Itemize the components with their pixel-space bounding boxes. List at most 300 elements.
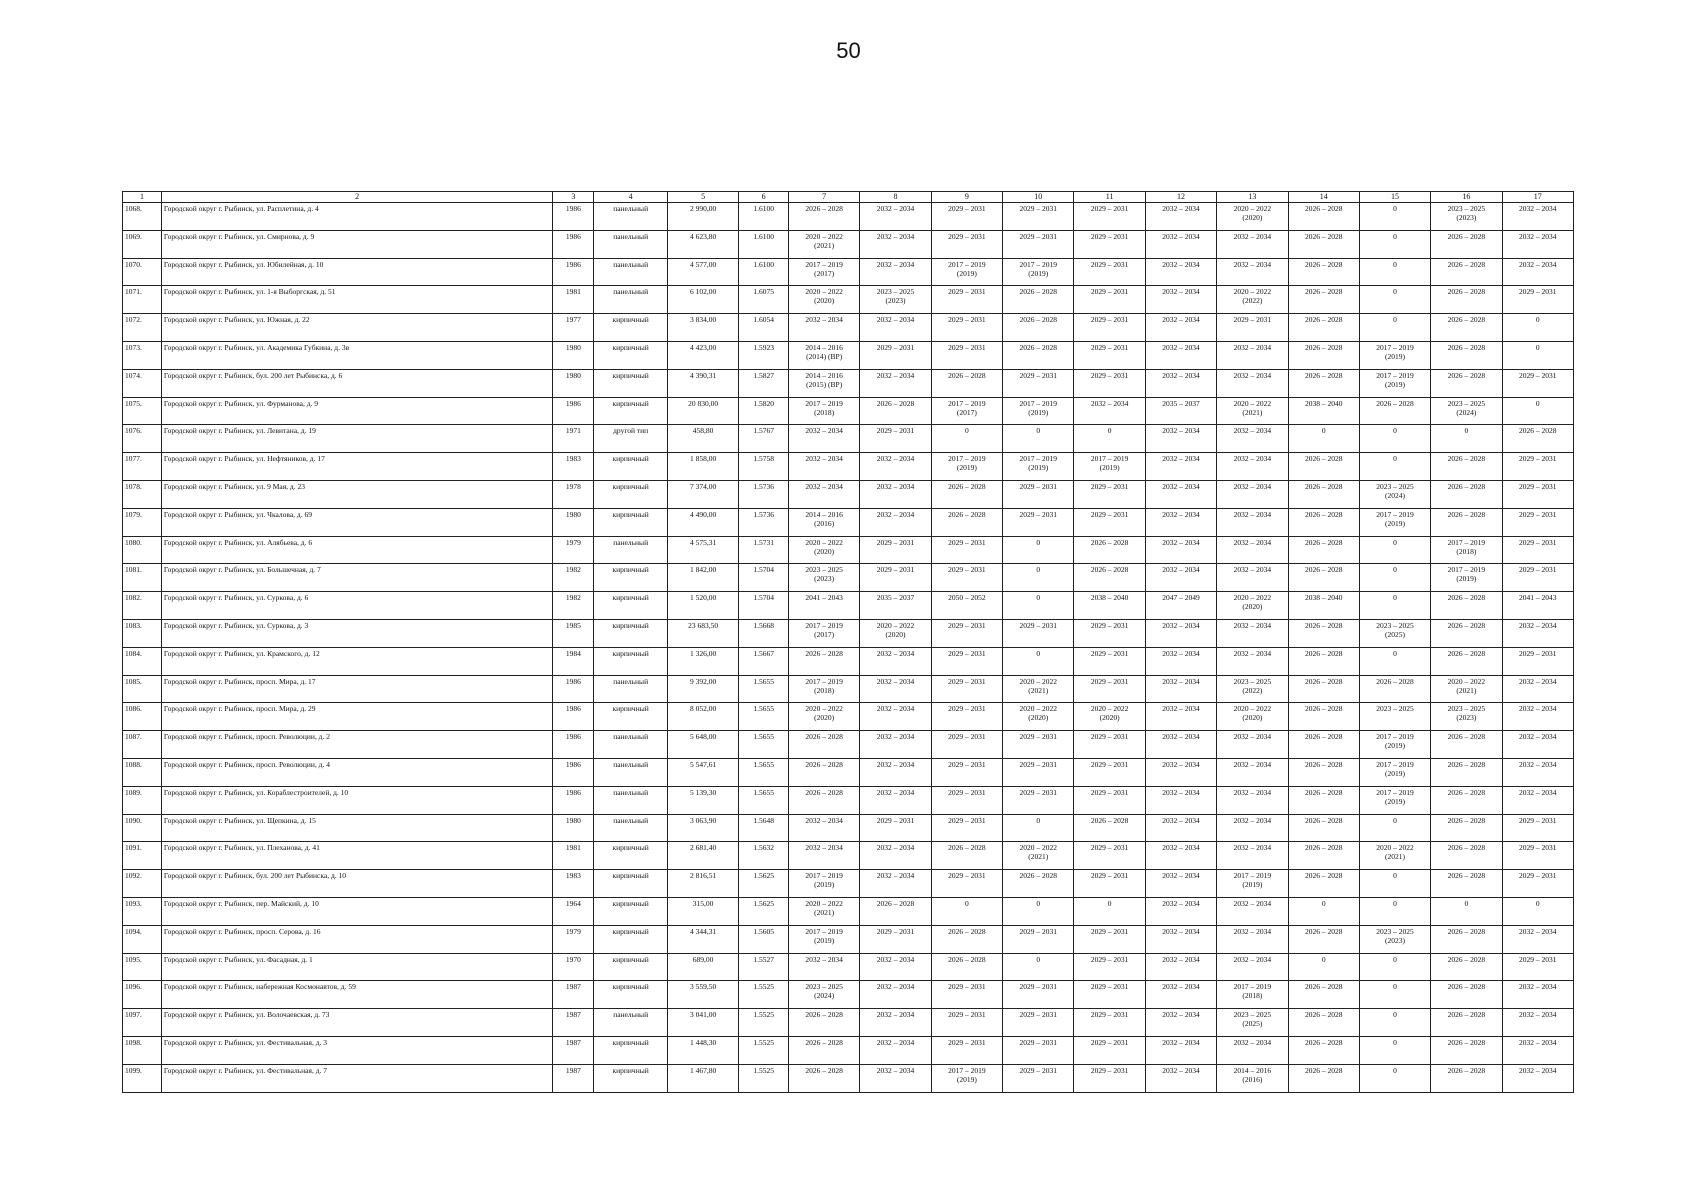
wall-material-cell: кирпичный [594, 480, 668, 508]
total-area-cell: 1 520,00 [667, 592, 738, 620]
work-period-12-cell: 2032 – 2034 [1145, 230, 1216, 258]
year-built-cell: 1979 [553, 536, 594, 564]
row-number-cell: 1089. [123, 786, 162, 814]
work-period-13-cell: 2032 – 2034 [1217, 619, 1288, 647]
table-row [123, 703, 1574, 731]
row-number-cell: 1076. [123, 425, 162, 453]
priority-index-cell: 1.5736 [739, 508, 789, 536]
work-period-13-cell: 2032 – 2034 [1217, 786, 1288, 814]
row-number-cell: 1081. [123, 564, 162, 592]
work-period-12-cell: 2032 – 2034 [1145, 286, 1216, 314]
year-built-cell: 1985 [553, 619, 594, 647]
work-period-11-cell: 2026 – 2028 [1074, 536, 1145, 564]
work-period-7-cell: 2017 – 2019 (2017) [789, 258, 860, 286]
work-period-11-cell: 2026 – 2028 [1074, 564, 1145, 592]
work-period-15-cell: 0 [1359, 564, 1430, 592]
work-period-9-cell: 2029 – 2031 [931, 675, 1002, 703]
table-row [123, 925, 1574, 953]
work-period-10-cell: 0 [1003, 564, 1074, 592]
work-period-13-cell: 2032 – 2034 [1217, 230, 1288, 258]
wall-material-cell: кирпичный [594, 842, 668, 870]
work-period-17-cell: 2032 – 2034 [1502, 981, 1573, 1009]
work-period-9-cell: 2026 – 2028 [931, 925, 1002, 953]
wall-material-cell: панельный [594, 286, 668, 314]
work-period-14-cell: 2026 – 2028 [1288, 536, 1359, 564]
column-number-15: 15 [1359, 192, 1430, 203]
work-period-11-cell: 2029 – 2031 [1074, 230, 1145, 258]
priority-index-cell: 1.5605 [739, 925, 789, 953]
work-period-10-cell: 2029 – 2031 [1003, 480, 1074, 508]
work-period-16-cell: 2026 – 2028 [1431, 480, 1502, 508]
table-row [123, 731, 1574, 759]
year-built-cell: 1964 [553, 897, 594, 925]
priority-index-cell: 1.5704 [739, 592, 789, 620]
row-number-cell: 1069. [123, 230, 162, 258]
work-period-9-cell: 0 [931, 425, 1002, 453]
work-period-10-cell: 0 [1003, 425, 1074, 453]
total-area-cell: 5 648,00 [667, 731, 738, 759]
housing-repair-table [122, 191, 1574, 1093]
work-period-14-cell: 2038 – 2040 [1288, 592, 1359, 620]
work-period-7-cell: 2041 – 2043 [789, 592, 860, 620]
work-period-13-cell: 2032 – 2034 [1217, 480, 1288, 508]
work-period-14-cell: 0 [1288, 897, 1359, 925]
work-period-11-cell: 2029 – 2031 [1074, 786, 1145, 814]
work-period-17-cell: 2029 – 2031 [1502, 480, 1573, 508]
year-built-cell: 1971 [553, 425, 594, 453]
total-area-cell: 3 559,50 [667, 981, 738, 1009]
work-period-15-cell: 2026 – 2028 [1359, 397, 1430, 425]
work-period-9-cell: 2029 – 2031 [931, 1009, 1002, 1037]
work-period-8-cell: 2026 – 2028 [860, 897, 931, 925]
work-period-11-cell: 2029 – 2031 [1074, 508, 1145, 536]
work-period-17-cell: 2029 – 2031 [1502, 536, 1573, 564]
work-period-14-cell: 2026 – 2028 [1288, 453, 1359, 481]
work-period-16-cell: 2026 – 2028 [1431, 1009, 1502, 1037]
table-row [123, 564, 1574, 592]
work-period-7-cell: 2026 – 2028 [789, 1009, 860, 1037]
work-period-17-cell: 2029 – 2031 [1502, 814, 1573, 842]
work-period-12-cell: 2032 – 2034 [1145, 731, 1216, 759]
work-period-14-cell: 2026 – 2028 [1288, 1064, 1359, 1092]
wall-material-cell: кирпичный [594, 369, 668, 397]
total-area-cell: 4 577,00 [667, 258, 738, 286]
work-period-8-cell: 2026 – 2028 [860, 397, 931, 425]
work-period-10-cell: 0 [1003, 814, 1074, 842]
work-period-13-cell: 2032 – 2034 [1217, 842, 1288, 870]
row-number-cell: 1074. [123, 369, 162, 397]
address-cell: Городской округ г. Рыбинск, ул. Крамского, д. 12 [161, 647, 552, 675]
table-row [123, 453, 1574, 481]
work-period-10-cell: 2029 – 2031 [1003, 619, 1074, 647]
row-number-cell: 1073. [123, 341, 162, 369]
wall-material-cell: кирпичный [594, 453, 668, 481]
work-period-11-cell: 2029 – 2031 [1074, 286, 1145, 314]
work-period-9-cell: 2029 – 2031 [931, 564, 1002, 592]
work-period-14-cell: 2026 – 2028 [1288, 1009, 1359, 1037]
work-period-13-cell: 2014 – 2016 (2016) [1217, 1064, 1288, 1092]
work-period-12-cell: 2032 – 2034 [1145, 453, 1216, 481]
address-cell: Городской округ г. Рыбинск, просп. Мира, д. 29 [161, 703, 552, 731]
work-period-11-cell: 2029 – 2031 [1074, 1064, 1145, 1092]
work-period-13-cell: 2032 – 2034 [1217, 758, 1288, 786]
work-period-11-cell: 2029 – 2031 [1074, 981, 1145, 1009]
work-period-12-cell: 2032 – 2034 [1145, 953, 1216, 981]
work-period-8-cell: 2032 – 2034 [860, 647, 931, 675]
work-period-17-cell: 0 [1502, 897, 1573, 925]
work-period-14-cell: 2026 – 2028 [1288, 870, 1359, 898]
address-cell: Городской округ г. Рыбинск, просп. Мира, д. 17 [161, 675, 552, 703]
work-period-8-cell: 2032 – 2034 [860, 1009, 931, 1037]
work-period-16-cell: 2017 – 2019 (2018) [1431, 536, 1502, 564]
address-cell: Городской округ г. Рыбинск, ул. 1-я Выборгская, д. 51 [161, 286, 552, 314]
address-cell: Городской округ г. Рыбинск, просп. Серова, д. 16 [161, 925, 552, 953]
work-period-11-cell: 0 [1074, 897, 1145, 925]
priority-index-cell: 1.6100 [739, 203, 789, 231]
total-area-cell: 3 041,00 [667, 1009, 738, 1037]
wall-material-cell: кирпичный [594, 341, 668, 369]
work-period-15-cell: 2020 – 2022 (2021) [1359, 842, 1430, 870]
work-period-9-cell: 2017 – 2019 (2019) [931, 453, 1002, 481]
column-number-8: 8 [860, 192, 931, 203]
work-period-9-cell: 2029 – 2031 [931, 870, 1002, 898]
work-period-8-cell: 2029 – 2031 [860, 341, 931, 369]
year-built-cell: 1986 [553, 203, 594, 231]
priority-index-cell: 1.5527 [739, 953, 789, 981]
year-built-cell: 1981 [553, 842, 594, 870]
year-built-cell: 1983 [553, 870, 594, 898]
work-period-11-cell: 2029 – 2031 [1074, 619, 1145, 647]
work-period-17-cell: 2032 – 2034 [1502, 1064, 1573, 1092]
work-period-16-cell: 2026 – 2028 [1431, 592, 1502, 620]
total-area-cell: 5 139,30 [667, 786, 738, 814]
column-number-11: 11 [1074, 192, 1145, 203]
year-built-cell: 1986 [553, 258, 594, 286]
table-row [123, 1064, 1574, 1092]
address-cell: Городской округ г. Рыбинск, ул. Фасадная, д. 1 [161, 953, 552, 981]
work-period-12-cell: 2032 – 2034 [1145, 564, 1216, 592]
work-period-14-cell: 2026 – 2028 [1288, 842, 1359, 870]
priority-index-cell: 1.5667 [739, 647, 789, 675]
work-period-8-cell: 2032 – 2034 [860, 786, 931, 814]
work-period-10-cell: 2029 – 2031 [1003, 1064, 1074, 1092]
row-number-cell: 1094. [123, 925, 162, 953]
total-area-cell: 1 448,30 [667, 1036, 738, 1064]
wall-material-cell: кирпичный [594, 897, 668, 925]
work-period-17-cell: 2029 – 2031 [1502, 842, 1573, 870]
table-row [123, 870, 1574, 898]
work-period-13-cell: 2032 – 2034 [1217, 425, 1288, 453]
work-period-9-cell: 2029 – 2031 [931, 230, 1002, 258]
priority-index-cell: 1.5625 [739, 870, 789, 898]
year-built-cell: 1986 [553, 731, 594, 759]
work-period-13-cell: 2032 – 2034 [1217, 1036, 1288, 1064]
work-period-8-cell: 2035 – 2037 [860, 592, 931, 620]
work-period-12-cell: 2032 – 2034 [1145, 897, 1216, 925]
year-built-cell: 1982 [553, 564, 594, 592]
priority-index-cell: 1.5625 [739, 897, 789, 925]
work-period-13-cell: 2017 – 2019 (2018) [1217, 981, 1288, 1009]
work-period-7-cell: 2026 – 2028 [789, 203, 860, 231]
work-period-13-cell: 2032 – 2034 [1217, 258, 1288, 286]
work-period-17-cell: 0 [1502, 397, 1573, 425]
wall-material-cell: кирпичный [594, 1064, 668, 1092]
work-period-16-cell: 2026 – 2028 [1431, 286, 1502, 314]
table-row [123, 981, 1574, 1009]
table-row [123, 397, 1574, 425]
total-area-cell: 689,00 [667, 953, 738, 981]
work-period-7-cell: 2032 – 2034 [789, 953, 860, 981]
work-period-8-cell: 2032 – 2034 [860, 258, 931, 286]
work-period-11-cell: 2038 – 2040 [1074, 592, 1145, 620]
work-period-10-cell: 2020 – 2022 (2021) [1003, 842, 1074, 870]
work-period-16-cell: 2026 – 2028 [1431, 1036, 1502, 1064]
year-built-cell: 1978 [553, 480, 594, 508]
table-row [123, 203, 1574, 231]
table-row [123, 258, 1574, 286]
work-period-14-cell: 2026 – 2028 [1288, 786, 1359, 814]
row-number-cell: 1083. [123, 619, 162, 647]
work-period-9-cell: 2029 – 2031 [931, 619, 1002, 647]
work-period-9-cell: 2029 – 2031 [931, 731, 1002, 759]
address-cell: Городской округ г. Рыбинск, ул. Нефтяников, д. 17 [161, 453, 552, 481]
work-period-8-cell: 2032 – 2034 [860, 981, 931, 1009]
priority-index-cell: 1.5923 [739, 341, 789, 369]
work-period-9-cell: 2026 – 2028 [931, 369, 1002, 397]
work-period-15-cell: 2023 – 2025 [1359, 703, 1430, 731]
table-row [123, 675, 1574, 703]
total-area-cell: 4 390,31 [667, 369, 738, 397]
work-period-7-cell: 2020 – 2022 (2021) [789, 230, 860, 258]
work-period-16-cell: 2026 – 2028 [1431, 870, 1502, 898]
work-period-8-cell: 2032 – 2034 [860, 230, 931, 258]
work-period-10-cell: 2029 – 2031 [1003, 731, 1074, 759]
priority-index-cell: 1.5767 [739, 425, 789, 453]
work-period-14-cell: 2026 – 2028 [1288, 369, 1359, 397]
work-period-16-cell: 2020 – 2022 (2021) [1431, 675, 1502, 703]
work-period-16-cell: 2026 – 2028 [1431, 842, 1502, 870]
wall-material-cell: кирпичный [594, 397, 668, 425]
address-cell: Городской округ г. Рыбинск, набережная Космонавтов, д. 59 [161, 981, 552, 1009]
work-period-8-cell: 2032 – 2034 [860, 758, 931, 786]
work-period-17-cell: 2032 – 2034 [1502, 731, 1573, 759]
column-number-12: 12 [1145, 192, 1216, 203]
work-period-10-cell: 2029 – 2031 [1003, 508, 1074, 536]
work-period-7-cell: 2032 – 2034 [789, 453, 860, 481]
total-area-cell: 4 423,00 [667, 341, 738, 369]
table-row [123, 842, 1574, 870]
work-period-14-cell: 2026 – 2028 [1288, 564, 1359, 592]
work-period-8-cell: 2032 – 2034 [860, 1036, 931, 1064]
work-period-11-cell: 2029 – 2031 [1074, 314, 1145, 342]
row-number-cell: 1098. [123, 1036, 162, 1064]
row-number-cell: 1078. [123, 480, 162, 508]
wall-material-cell: другой тип [594, 425, 668, 453]
work-period-9-cell: 2050 – 2052 [931, 592, 1002, 620]
column-number-17: 17 [1502, 192, 1573, 203]
address-cell: Городской округ г. Рыбинск, ул. Расплетина, д. 4 [161, 203, 552, 231]
work-period-14-cell: 2026 – 2028 [1288, 758, 1359, 786]
table-row [123, 786, 1574, 814]
row-number-cell: 1071. [123, 286, 162, 314]
row-number-cell: 1082. [123, 592, 162, 620]
wall-material-cell: кирпичный [594, 870, 668, 898]
year-built-cell: 1986 [553, 397, 594, 425]
row-number-cell: 1088. [123, 758, 162, 786]
column-number-10: 10 [1003, 192, 1074, 203]
address-cell: Городской округ г. Рыбинск, ул. Левитана, д. 19 [161, 425, 552, 453]
work-period-15-cell: 2023 – 2025 (2025) [1359, 619, 1430, 647]
wall-material-cell: кирпичный [594, 647, 668, 675]
work-period-16-cell: 2026 – 2028 [1431, 758, 1502, 786]
work-period-15-cell: 2017 – 2019 (2019) [1359, 758, 1430, 786]
work-period-14-cell: 2026 – 2028 [1288, 341, 1359, 369]
year-built-cell: 1982 [553, 592, 594, 620]
work-period-16-cell: 2017 – 2019 (2019) [1431, 564, 1502, 592]
total-area-cell: 4 490,00 [667, 508, 738, 536]
work-period-7-cell: 2026 – 2028 [789, 786, 860, 814]
work-period-12-cell: 2032 – 2034 [1145, 703, 1216, 731]
work-period-11-cell: 0 [1074, 425, 1145, 453]
work-period-8-cell: 2032 – 2034 [860, 508, 931, 536]
work-period-16-cell: 2026 – 2028 [1431, 369, 1502, 397]
work-period-17-cell: 2032 – 2034 [1502, 675, 1573, 703]
work-period-15-cell: 0 [1359, 536, 1430, 564]
work-period-16-cell: 2026 – 2028 [1431, 731, 1502, 759]
work-period-14-cell: 2026 – 2028 [1288, 703, 1359, 731]
year-built-cell: 1970 [553, 953, 594, 981]
work-period-12-cell: 2032 – 2034 [1145, 536, 1216, 564]
work-period-15-cell: 2017 – 2019 (2019) [1359, 341, 1430, 369]
column-number-5: 5 [667, 192, 738, 203]
work-period-12-cell: 2032 – 2034 [1145, 425, 1216, 453]
work-period-16-cell: 2026 – 2028 [1431, 453, 1502, 481]
table-row [123, 314, 1574, 342]
work-period-8-cell: 2029 – 2031 [860, 564, 931, 592]
address-cell: Городской округ г. Рыбинск, ул. Щепкина, д. 15 [161, 814, 552, 842]
work-period-16-cell: 2026 – 2028 [1431, 508, 1502, 536]
column-number-9: 9 [931, 192, 1002, 203]
column-number-1: 1 [123, 192, 162, 203]
table-body [123, 192, 1574, 1093]
work-period-13-cell: 2032 – 2034 [1217, 925, 1288, 953]
work-period-15-cell: 0 [1359, 1064, 1430, 1092]
work-period-16-cell: 0 [1431, 425, 1502, 453]
work-period-9-cell: 2029 – 2031 [931, 536, 1002, 564]
work-period-13-cell: 2020 – 2022 (2020) [1217, 203, 1288, 231]
total-area-cell: 458,80 [667, 425, 738, 453]
work-period-16-cell: 2026 – 2028 [1431, 314, 1502, 342]
work-period-12-cell: 2032 – 2034 [1145, 341, 1216, 369]
year-built-cell: 1986 [553, 758, 594, 786]
work-period-7-cell: 2020 – 2022 (2021) [789, 897, 860, 925]
work-period-7-cell: 2026 – 2028 [789, 731, 860, 759]
work-period-15-cell: 2017 – 2019 (2019) [1359, 369, 1430, 397]
column-number-14: 14 [1288, 192, 1359, 203]
work-period-14-cell: 2026 – 2028 [1288, 314, 1359, 342]
header-row [123, 192, 1574, 203]
work-period-7-cell: 2020 – 2022 (2020) [789, 286, 860, 314]
work-period-14-cell: 2026 – 2028 [1288, 981, 1359, 1009]
work-period-13-cell: 2032 – 2034 [1217, 564, 1288, 592]
row-number-cell: 1099. [123, 1064, 162, 1092]
work-period-13-cell: 2020 – 2022 (2020) [1217, 592, 1288, 620]
work-period-10-cell: 2017 – 2019 (2019) [1003, 453, 1074, 481]
work-period-13-cell: 2023 – 2025 (2025) [1217, 1009, 1288, 1037]
wall-material-cell: панельный [594, 1009, 668, 1037]
priority-index-cell: 1.5632 [739, 842, 789, 870]
work-period-8-cell: 2023 – 2025 (2023) [860, 286, 931, 314]
work-period-7-cell: 2017 – 2019 (2018) [789, 675, 860, 703]
table-row [123, 369, 1574, 397]
column-number-3: 3 [553, 192, 594, 203]
work-period-11-cell: 2020 – 2022 (2020) [1074, 703, 1145, 731]
work-period-17-cell: 2032 – 2034 [1502, 619, 1573, 647]
priority-index-cell: 1.5731 [739, 536, 789, 564]
work-period-15-cell: 0 [1359, 592, 1430, 620]
address-cell: Городской округ г. Рыбинск, ул. Фурманова, д. 9 [161, 397, 552, 425]
work-period-13-cell: 2032 – 2034 [1217, 453, 1288, 481]
total-area-cell: 315,00 [667, 897, 738, 925]
work-period-10-cell: 2017 – 2019 (2019) [1003, 397, 1074, 425]
work-period-15-cell: 2017 – 2019 (2019) [1359, 731, 1430, 759]
work-period-15-cell: 0 [1359, 647, 1430, 675]
work-period-16-cell: 2026 – 2028 [1431, 814, 1502, 842]
work-period-16-cell: 2026 – 2028 [1431, 981, 1502, 1009]
wall-material-cell: панельный [594, 786, 668, 814]
wall-material-cell: панельный [594, 758, 668, 786]
work-period-14-cell: 2038 – 2040 [1288, 397, 1359, 425]
address-cell: Городской округ г. Рыбинск, просп. Революции, д. 2 [161, 731, 552, 759]
address-cell: Городской округ г. Рыбинск, пер. Майский, д. 10 [161, 897, 552, 925]
work-period-12-cell: 2047 – 2049 [1145, 592, 1216, 620]
work-period-12-cell: 2032 – 2034 [1145, 508, 1216, 536]
wall-material-cell: кирпичный [594, 703, 668, 731]
work-period-11-cell: 2029 – 2031 [1074, 1036, 1145, 1064]
work-period-10-cell: 0 [1003, 536, 1074, 564]
work-period-9-cell: 2017 – 2019 (2017) [931, 397, 1002, 425]
register-sheet [122, 191, 1574, 1093]
address-cell: Городской округ г. Рыбинск, бул. 200 лет Рыбинска, д. 10 [161, 870, 552, 898]
work-period-16-cell: 2026 – 2028 [1431, 647, 1502, 675]
work-period-10-cell: 2029 – 2031 [1003, 786, 1074, 814]
work-period-11-cell: 2029 – 2031 [1074, 870, 1145, 898]
table-row [123, 619, 1574, 647]
address-cell: Городской округ г. Рыбинск, ул. Южная, д. 22 [161, 314, 552, 342]
work-period-10-cell: 2026 – 2028 [1003, 286, 1074, 314]
work-period-9-cell: 2029 – 2031 [931, 703, 1002, 731]
work-period-14-cell: 2026 – 2028 [1288, 731, 1359, 759]
wall-material-cell: кирпичный [594, 592, 668, 620]
work-period-14-cell: 2026 – 2028 [1288, 258, 1359, 286]
priority-index-cell: 1.6100 [739, 230, 789, 258]
work-period-13-cell: 2032 – 2034 [1217, 369, 1288, 397]
address-cell: Городской округ г. Рыбинск, ул. Фестивальная, д. 3 [161, 1036, 552, 1064]
table-row [123, 341, 1574, 369]
work-period-17-cell: 2029 – 2031 [1502, 369, 1573, 397]
row-number-cell: 1093. [123, 897, 162, 925]
work-period-14-cell: 2026 – 2028 [1288, 814, 1359, 842]
work-period-17-cell: 2032 – 2034 [1502, 203, 1573, 231]
work-period-11-cell: 2026 – 2028 [1074, 814, 1145, 842]
total-area-cell: 23 683,50 [667, 619, 738, 647]
work-period-10-cell: 2029 – 2031 [1003, 369, 1074, 397]
work-period-16-cell: 2023 – 2025 (2023) [1431, 703, 1502, 731]
row-number-cell: 1096. [123, 981, 162, 1009]
table-row [123, 508, 1574, 536]
work-period-9-cell: 2029 – 2031 [931, 1036, 1002, 1064]
work-period-15-cell: 0 [1359, 953, 1430, 981]
